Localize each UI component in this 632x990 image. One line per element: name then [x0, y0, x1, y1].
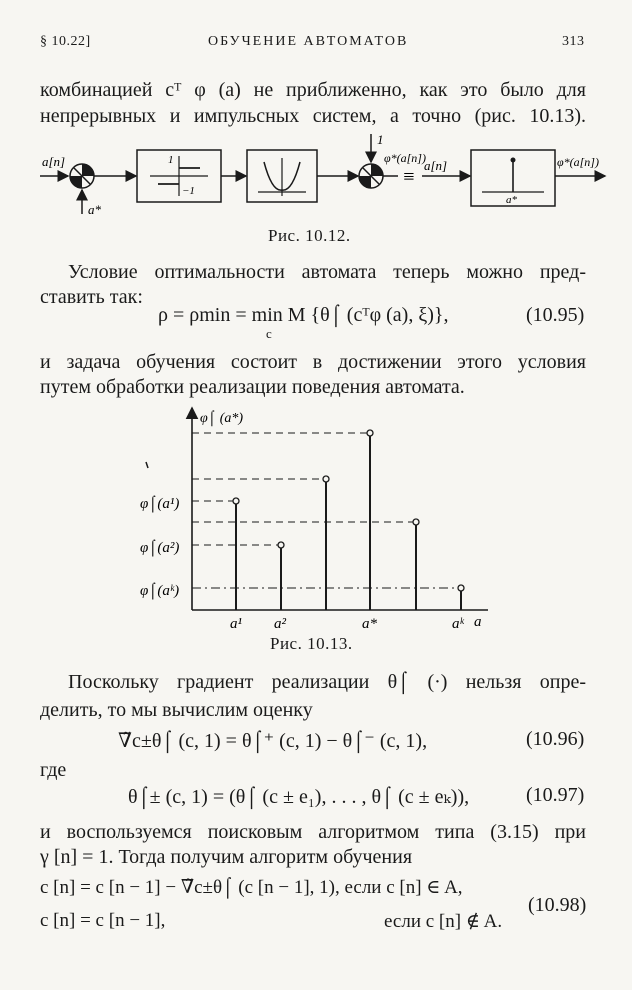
limiter-bottom-label: −1: [182, 185, 195, 197]
y-label-a2: φ⌠(a²): [140, 540, 180, 556]
figure-1-caption: Рис. 10.12.: [268, 226, 351, 245]
input-label: a[n]: [42, 154, 66, 169]
stem-5: [413, 519, 419, 610]
y-label-ak: φ⌠(aᵏ): [140, 583, 180, 599]
equation-number-10-96: (10.96): [526, 728, 585, 750]
intro-line-2: непрерывных и импульсных систем, а точно (рис. 10.13).: [40, 105, 586, 127]
mid-output-label: φ*(a[n]): [384, 151, 426, 165]
condition-after-line-1: и задача обучения состоит в достижении этого условия: [40, 351, 586, 373]
running-title: ОБУЧЕНИЕ АВТОМАТОВ: [208, 34, 409, 49]
stem-plot: [0, 400, 632, 640]
feed-label: 1: [377, 132, 384, 147]
condition-after-line-2: путем обработки реализации поведения автомата.: [40, 376, 465, 398]
input-down-label: a*: [88, 202, 101, 217]
y-axis-label: φ⌠ (a*): [200, 411, 244, 426]
x-label-a2: a²: [274, 616, 286, 632]
rhs-axis-label: a*: [506, 194, 517, 206]
gradient-line-2: делить, то мы вычислим оценку: [40, 699, 313, 721]
algorithm-line-1: c [n] = c [n − 1] − ∇̃c±θ⌠ (c [n − 1], 1), если c [n] ∈ A,: [40, 877, 463, 898]
rhs-output-label: φ*(a[n]): [557, 155, 599, 169]
condition-line-2: ставить так:: [40, 286, 143, 308]
formula-10-95-sub: c: [266, 326, 272, 341]
formula-10-96: ∇̃c±θ⌠ (c, 1) = θ⌠⁺ (c, 1) − θ⌠⁻ (c, 1),: [118, 730, 428, 752]
figure-2-caption: Рис. 10.13.: [270, 634, 353, 653]
page-number: 313: [562, 34, 585, 49]
gradient-line-1: Поскольку градиент реализации θ⌠ (·) нельзя опре-: [68, 671, 586, 693]
algorithm-line-2-right: если c [n] ∉ A.: [384, 911, 503, 932]
formula-10-97: θ⌠± (c, 1) = (θ⌠ (c ± e₁), . . . , θ⌠ (c ± eₖ)),: [128, 786, 470, 808]
equation-number-10-97: (10.97): [526, 784, 585, 806]
y-label-a1: φ⌠(a¹): [140, 496, 180, 512]
condition-line-1: Условие оптимальности автомата теперь можно пред-: [68, 261, 586, 283]
block-diagram: [0, 130, 632, 220]
limiter-top-label: 1: [168, 154, 174, 166]
x-label-a1: a¹: [230, 616, 242, 632]
formula-10-95: ρ = ρmin = min M {θ⌠ (cᵀφ (a), ξ)},: [158, 304, 449, 326]
stem-a1: [233, 498, 239, 610]
x-label-a-star: a*: [362, 616, 377, 632]
rhs-input-label: a[n]: [424, 158, 448, 173]
x-label-ak: aᵏ: [452, 616, 464, 632]
where-word: где: [40, 759, 67, 781]
intro-line-1: комбинацией cᵀ φ (a) не приближенно, как это было для: [40, 79, 586, 101]
equation-number-10-95: (10.95): [526, 304, 585, 326]
stem-ak: [458, 585, 464, 610]
summing-node-2: [359, 164, 383, 188]
section-number: § 10.22]: [40, 34, 91, 49]
algorithm-line-2-left: c [n] = c [n − 1],: [40, 910, 166, 931]
equation-number-10-98: (10.98): [528, 894, 587, 916]
gradient-after-line-1: и воспользуемся поисковым алгоритмом типа (3.15) при: [40, 821, 586, 843]
summing-node-1: [70, 164, 94, 188]
stem-3: [323, 476, 329, 610]
stem-a-star: [367, 430, 373, 610]
gradient-after-line-2: γ [n] = 1. Тогда получим алгоритм обучения: [40, 846, 413, 868]
equivalence-sign: ≡: [402, 166, 416, 188]
stem-a2: [278, 542, 284, 610]
x-axis-label: a: [474, 614, 482, 630]
